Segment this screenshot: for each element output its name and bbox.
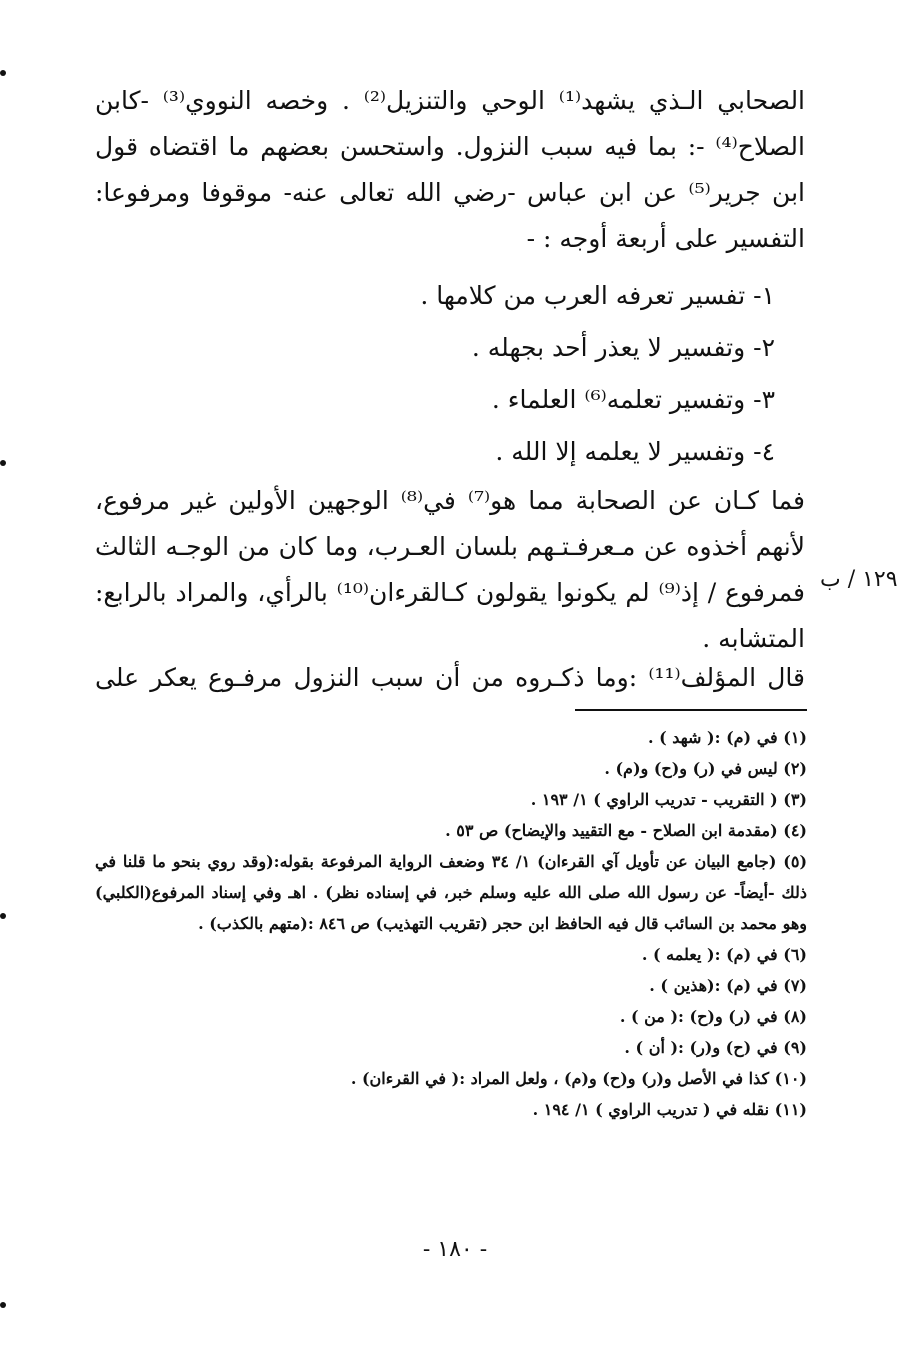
list-item: ١- تفسير تعرفه العرب من كلامها . <box>420 281 775 310</box>
list-item: ٣- وتفسير تعلمه⁽⁶⁾ العلماء . <box>491 385 775 414</box>
list-item: ٢- وتفسير لا يعذر أحد بجهله . <box>471 333 775 362</box>
scan-mark-dot <box>0 70 6 76</box>
scan-mark-dot <box>0 1302 6 1308</box>
body-paragraph-3: قال المؤلف⁽¹¹⁾ :وما ذكـروه من أن سبب النزول مرفـوع يعكر على <box>95 663 805 692</box>
scan-mark-dot <box>0 913 6 919</box>
body-paragraph-2: فما كـان عن الصحابة مما هو⁽⁷⁾ في⁽⁸⁾ الوجهين الأولين غير مرفوع، لأنهم أخذوه عن مـعرفـتـهم بلسان العـرب، وما كان من الوجـه الثالث فمرفوع / إذ⁽⁹⁾ لم يكونوا يقولون كـالقرءان⁽¹⁰⁾ بالرأي، والمراد بالرابع: المتشابه . <box>95 486 806 653</box>
footnote: (٢) ليس في (ر) و(ح) و(م) . <box>604 759 807 778</box>
body-paragraph-1: الصحابي الـذي يشهد⁽¹⁾ الوحي والتنزيل⁽²⁾ . وخصه النووي⁽³⁾ -كابن الصلاح⁽⁴⁾ -: بما فيه سبب النزول. واستحسن بعضهم ما اقتضاه قول ابن جرير⁽⁵⁾ عن ابن عباس -رضي الله تعالى عنه- موقوفا ومرفوعا: التفسير على أربعة أوجه : - <box>95 86 806 253</box>
footnote: (٨) في (ر) و(ح) :( من ) . <box>619 1007 807 1026</box>
footnotes-list <box>95 722 807 1125</box>
footnote-separator <box>575 709 807 711</box>
footnote: (١٠) كذا في الأصل و(ر) و(ح) و(م) ، ولعل المراد :( في القرءان) . <box>350 1069 807 1088</box>
list-item: ٤- وتفسير لا يعلمه إلا الله . <box>495 437 775 466</box>
footnote: (١١) نقله في ( تدريب الراوي ) ١/ ١٩٤ . <box>532 1100 807 1119</box>
tafsir-list <box>95 270 805 478</box>
manuscript-folio-reference: ١٢٩ / ب <box>820 567 898 592</box>
footnote: (٣) ( التقريب - تدريب الراوي ) ١/ ١٩٣ . <box>530 790 807 809</box>
footnote: (١) في (م) :( شهد ) . <box>648 728 807 747</box>
footnote: (٤) (مقدمة ابن الصلاح - مع التقييد والإيضاح) ص ٥٣ . <box>445 821 807 840</box>
page-number: - ١٨٠ - <box>422 1237 488 1262</box>
footnote: (٥) (جامع البيان عن تأويل آي القرءان) ١/ ٣٤ وضعف الرواية المرفوعة بقوله:(وقد روي بنحو ما قلنا في ذلك -أيضاً- عن رسول الله صلى الله عليه وسلم خبر، في إسناده نظر) . اهـ وفي إسناد المرفوع(الكلبي) وهو محمد بن السائب قال فيه الحافظ ابن حجر (تقريب التهذيب) ص ٨٤٦ :(متهم بالكذب) . <box>95 852 808 933</box>
scan-mark-dot <box>0 460 6 466</box>
footnote: (٩) في (ح) و(ر) :( أن ) . <box>624 1038 807 1057</box>
footnote: (٦) في (م) :( يعلمه ) . <box>641 945 807 964</box>
footnote: (٧) في (م) :(هذين ) . <box>649 976 807 995</box>
